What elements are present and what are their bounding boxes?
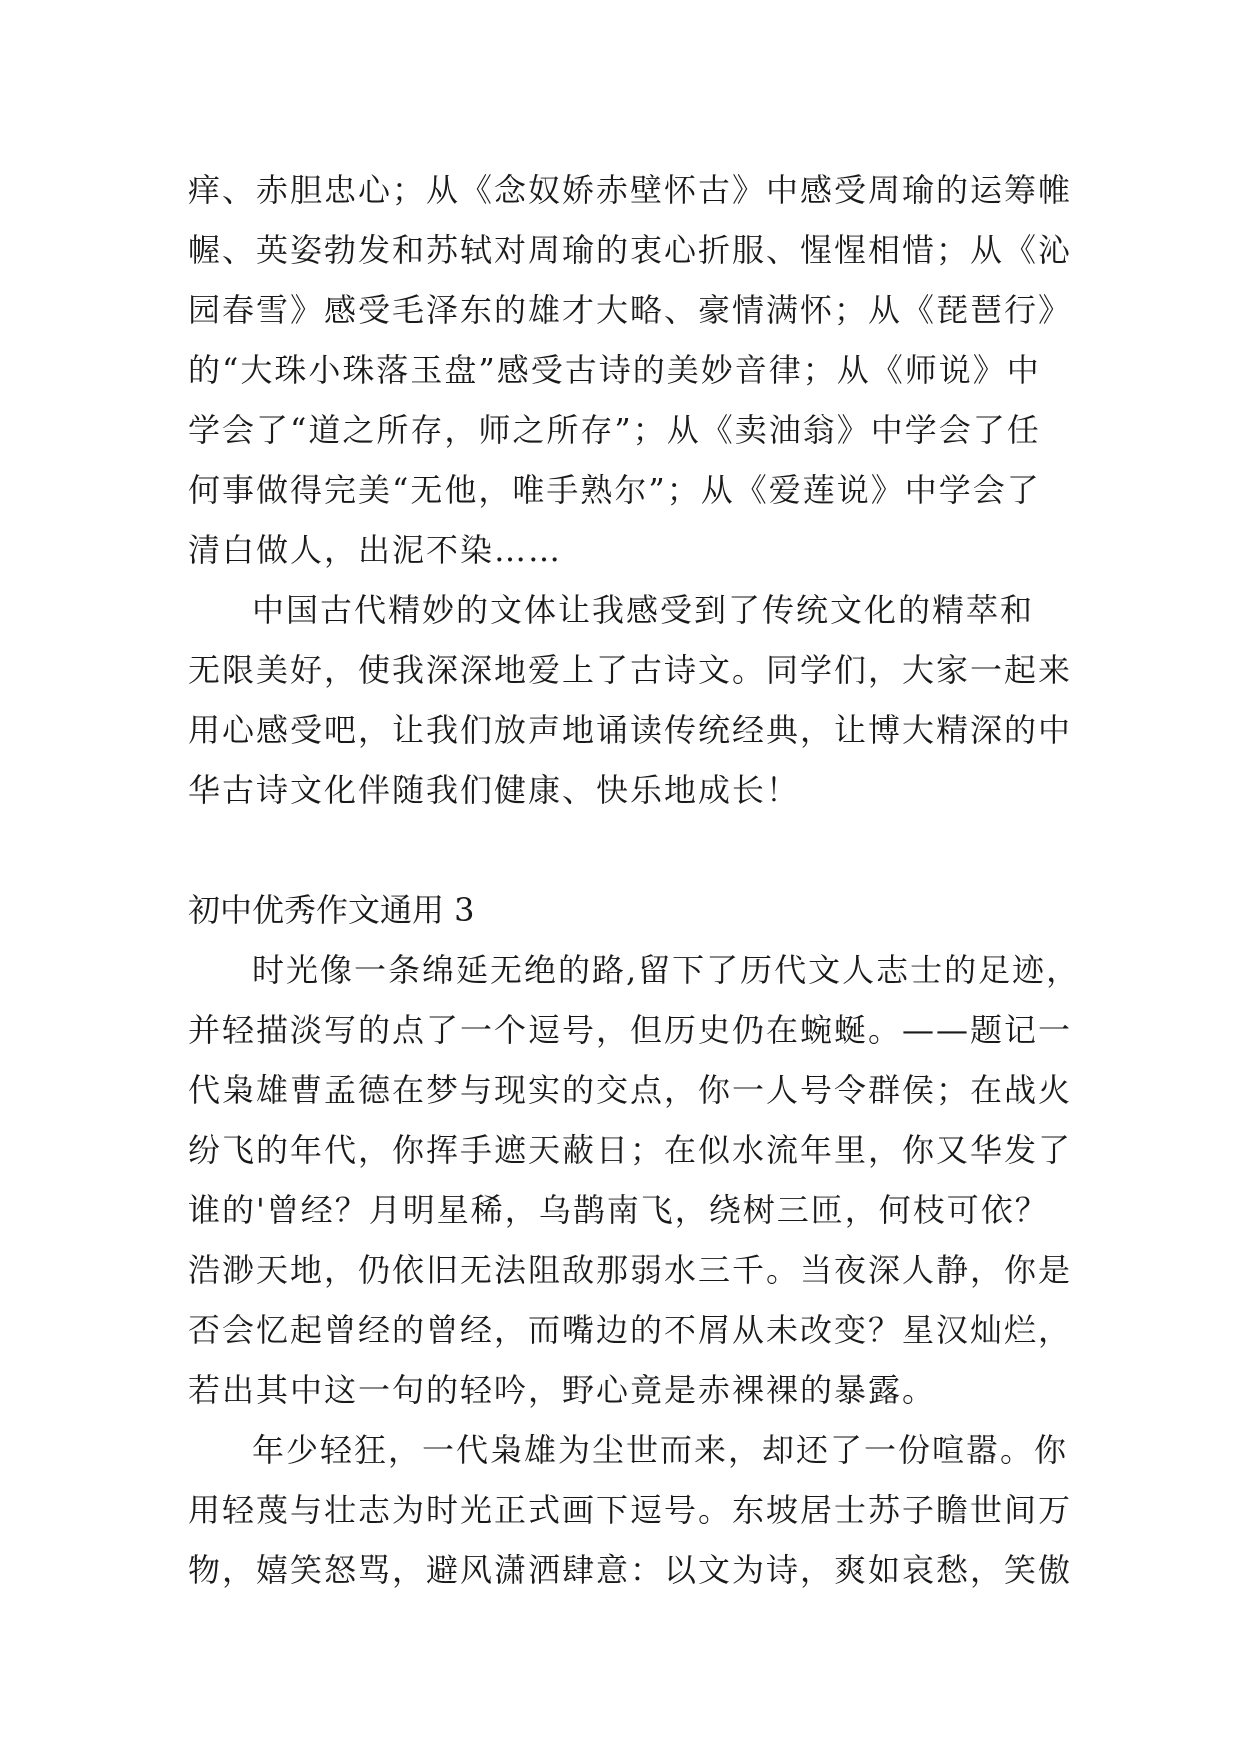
text-line: 的“大珠小珠落玉盘”感受古诗的美妙音律；从《师说》中 (188, 351, 1041, 389)
text-line: 清白做人，出泥不染…… (188, 531, 563, 569)
document-body (188, 160, 1081, 1600)
text-line: 幄、英姿勃发和苏轼对周瑜的衷心折服、惺惺相惜；从《沁 (188, 231, 1073, 269)
text-line: 谁的'曾经？月明星稀，乌鹊南飞，绕树三匝，何枝可依？ (188, 1191, 1049, 1229)
text-line: 若出其中这一句的轻吟，野心竟是赤裸裸的暴露。 (188, 1371, 937, 1409)
text-line: 代枭雄曹孟德在梦与现实的交点，你一人号令群侯；在战火 (188, 1071, 1073, 1109)
text-line: 华古诗文化伴随我们健康、快乐地成长！ (188, 771, 801, 809)
section-gap (188, 820, 1058, 880)
text-line: 用轻蔑与壮志为时光正式画下逗号。东坡居士苏子瞻世间万 (188, 1491, 1073, 1529)
paragraph-conclusion (188, 580, 1073, 820)
text-line: 何事做得完美“无他，唯手熟尔”；从《爱莲说》中学会了 (188, 471, 1041, 509)
text-line: 浩渺天地，仍依旧无法阻敌那弱水三千。当夜深人静，你是 (188, 1251, 1073, 1289)
text-line: 纷飞的年代，你挥手遮天蔽日；在似水流年里，你又华发了 (188, 1131, 1073, 1169)
text-line: 否会忆起曾经的曾经，而嘴边的不屑从未改变？星汉灿烂， (188, 1311, 1073, 1349)
text-line: 学会了“道之所存，师之所存”；从《卖油翁》中学会了任 (188, 411, 1041, 449)
text-line: 年少轻狂，一代枭雄为尘世而来，却还了一份喧嚣。你 (252, 1431, 1069, 1469)
text-line: 物，嬉笑怒骂，避风潇洒肆意：以文为诗，爽如哀愁，笑傲 (188, 1551, 1073, 1589)
section-heading: 初中优秀作文通用 3 (188, 891, 475, 929)
paragraph-essay-intro (188, 940, 1081, 1420)
text-line: 园春雪》感受毛泽东的雄才大略、豪情满怀；从《琵琶行》 (188, 291, 1073, 329)
text-line: 中国古代精妙的文体让我感受到了传统文化的精萃和 (252, 591, 1035, 629)
paragraph-continued (188, 160, 1073, 580)
text-line: 痒、赤胆忠心；从《念奴娇赤壁怀古》中感受周瑜的运筹帷 (188, 171, 1073, 209)
text-line: 无限美好，使我深深地爱上了古诗文。同学们，大家一起来 (188, 651, 1073, 689)
text-line: 用心感受吧，让我们放声地诵读传统经典，让博大精深的中 (188, 711, 1073, 749)
text-line: 并轻描淡写的点了一个逗号，但历史仍在蜿蜒。——题记一 (188, 1011, 1073, 1049)
text-line: 时光像一条绵延无绝的路,留下了历代文人志士的足迹， (252, 951, 1081, 989)
paragraph-essay-body (188, 1420, 1073, 1600)
